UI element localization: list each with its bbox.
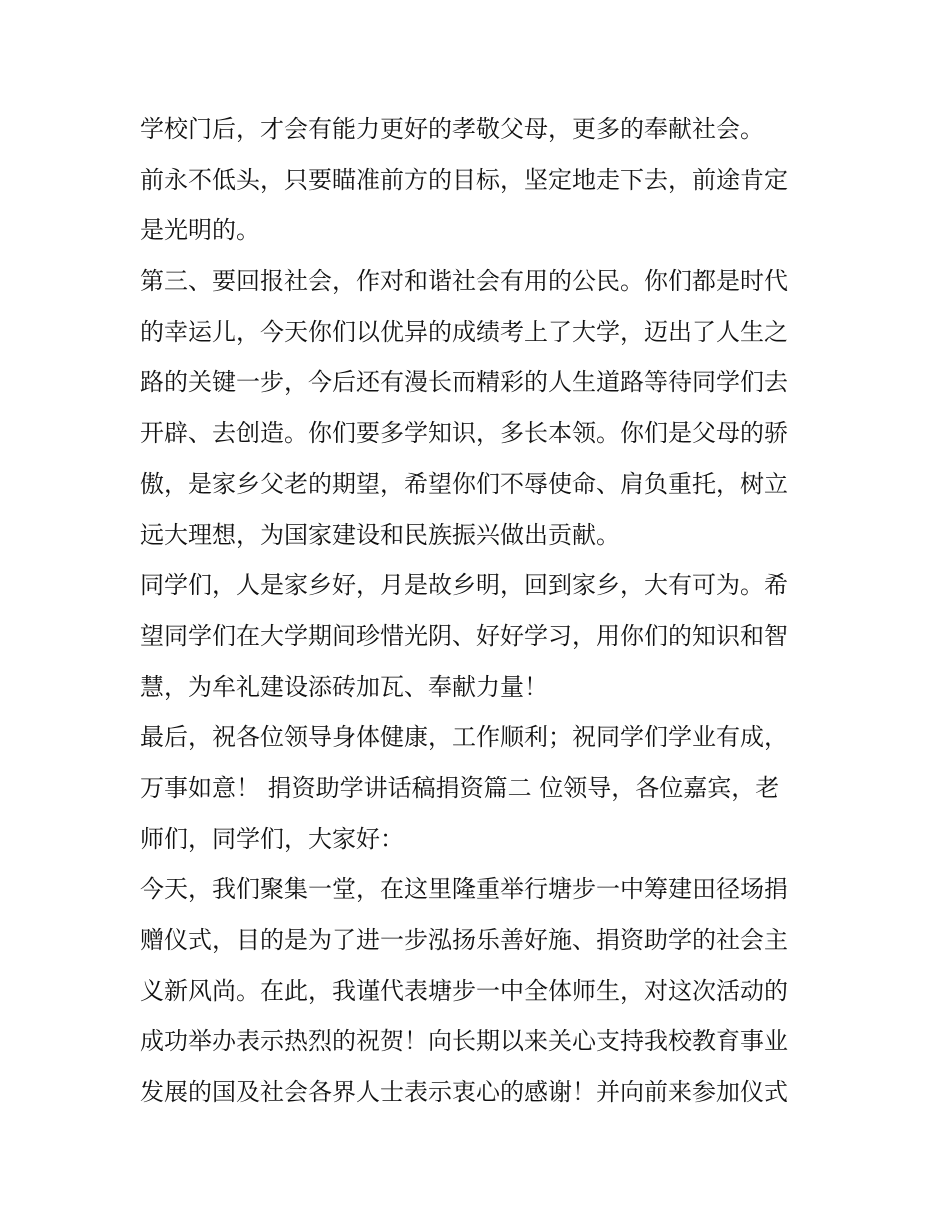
- text-line-9: 远大理想，为国家建设和民族振兴做出贡献。: [140, 520, 620, 549]
- text-line-7: 开辟、去创造。你们要多学知识，多长本领。你们是父母的骄: [140, 419, 788, 448]
- document-body: [140, 104, 830, 1118]
- text-line-19: 成功举办表示热烈的祝贺！向长期以来关心支持我校教育事业: [140, 1027, 788, 1056]
- text-line-16: 今天，我们聚集一堂，在这里隆重举行塘步一中筹建田径场捐: [140, 875, 788, 904]
- text-line-6: 路的关键一步，今后还有漫长而精彩的人生道路等待同学们去: [140, 368, 788, 397]
- text-line-15: 师们，同学们，大家好：: [140, 824, 404, 853]
- text-line-10: 同学们，人是家乡好，月是故乡明，回到家乡，大有可为。希: [140, 571, 788, 600]
- text-line-14: 万事如意！ 捐资助学讲话稿捐资篇二 位领导，各位嘉宾，老: [140, 773, 780, 802]
- text-line-1: 学校门后，才会有能力更好的孝敬父母，更多的奉献社会。: [140, 115, 764, 143]
- text-line-20: 发展的国及社会各界人士表示衷心的感谢！并向前来参加仪式: [140, 1078, 788, 1107]
- text-line-8: 傲，是家乡父老的期望，希望你们不辱使命、肩负重托，树立: [140, 469, 788, 498]
- text-line-17: 赠仪式，目的是为了进一步泓扬乐善好施、捐资助学的社会主: [140, 926, 788, 954]
- text-line-3: 是光明的。: [140, 216, 260, 245]
- text-line-4: 第三、要回报社会，作对和谐社会有用的公民。你们都是时代: [140, 267, 788, 296]
- text-line-12: 慧，为牟礼建设添砖加瓦、奉献力量！: [140, 672, 548, 701]
- text-line-5: 的幸运儿，今天你们以优异的成绩考上了大学，迈出了人生之: [140, 317, 788, 346]
- text-line-18: 义新风尚。在此，我谨代表塘步一中全体师生，对这次活动的: [140, 976, 788, 1005]
- text-line-13: 最后，祝各位领导身体健康，工作顺利；祝同学们学业有成，: [140, 723, 788, 752]
- text-line-11: 望同学们在大学期间珍惜光阴、好好学习，用你们的知识和智: [140, 621, 788, 650]
- text-line-2: 前永不低头，只要瞄准前方的目标，坚定地走下去，前途肯定: [140, 165, 788, 194]
